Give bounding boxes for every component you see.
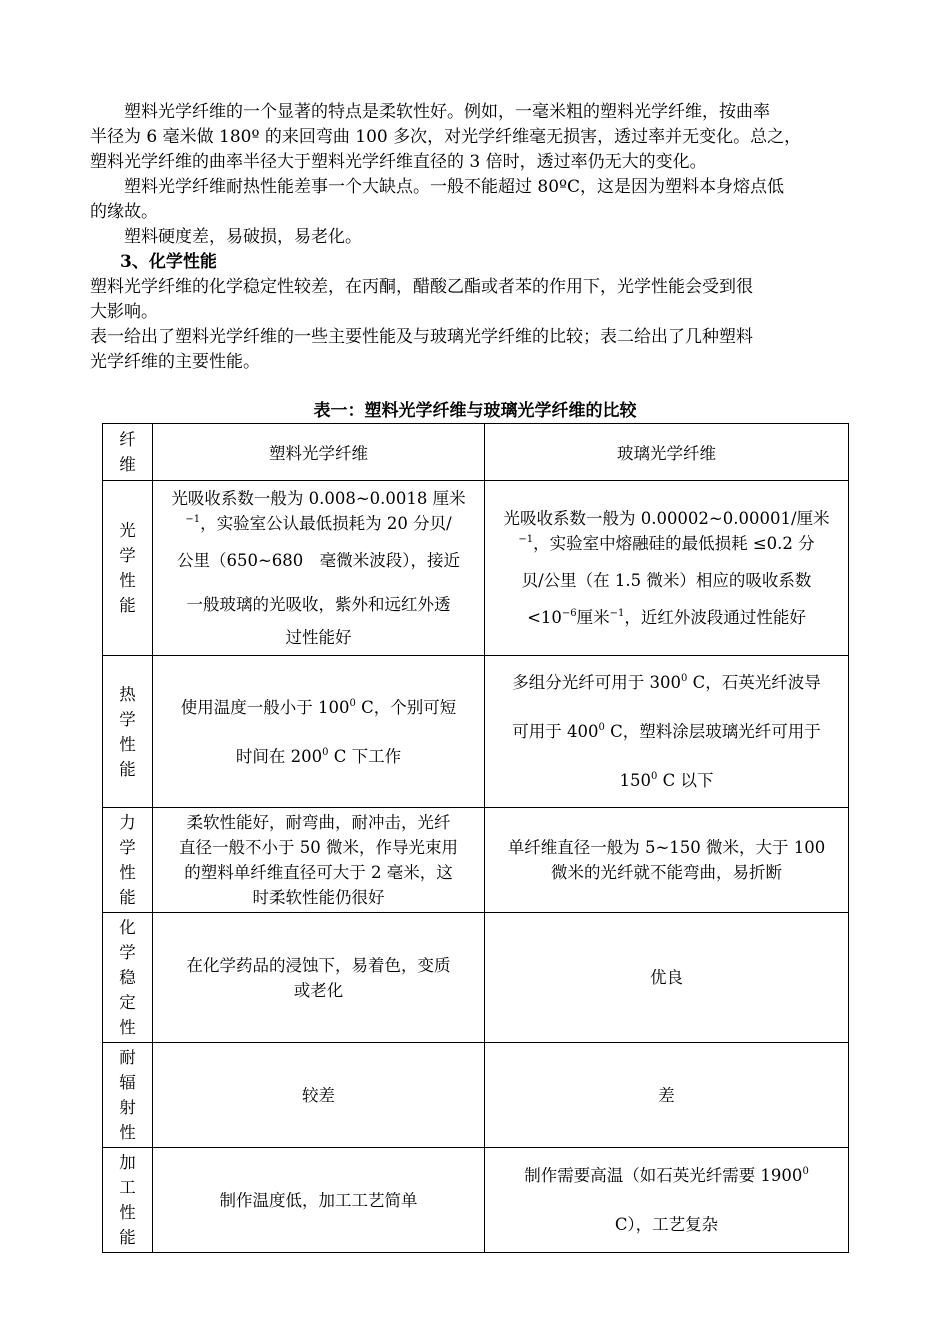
- text-line: 塑料硬度差，易破损，易老化。: [90, 227, 362, 247]
- row-label-mechanical: 力学性能: [103, 808, 153, 913]
- row-label-optical: 光学性能: [103, 481, 153, 656]
- comparison-table: [102, 423, 849, 1253]
- paragraph-chemical: [90, 275, 865, 325]
- cell-radiation-glass: 差: [485, 1043, 849, 1148]
- cell-optical-glass: 光吸收系数一般为 0.00002~0.00001/厘米 $^{-1}$，实验室中熔融硅的最低损耗 ≤0.2 分 贝/公里（在 1.5 微米）相应的吸收系数 $<10^{-6}$厘米$^{-1}$，近红外波段通过性能好: [485, 481, 849, 656]
- paragraph-heat-resistance: [90, 175, 865, 225]
- cell-processing-glass: 制作需要高温（如石英光纤需要 1900$^0$ C），工艺复杂: [485, 1148, 849, 1253]
- table-header-row: [103, 424, 849, 481]
- cell-mechanical-glass: 单纤维直径一般为 5~150 微米，大于 100 微米的光纤就不能弯曲，易折断: [485, 808, 849, 913]
- text-line: 光学纤维的主要性能。: [90, 352, 260, 372]
- cell-chemical-plastic: 在化学药品的浸蚀下，易着色，变质 或老化: [153, 913, 485, 1043]
- header-cell-fiber: 纤维: [103, 424, 153, 481]
- text-line: 半径为 6 毫米做 180º 的来回弯曲 100 多次，对光学纤维毫无损害，透过率并无变化。总之，: [90, 127, 802, 147]
- table-row-radiation: [103, 1043, 849, 1148]
- cell-optical-plastic: 光吸收系数一般为 0.008~0.0018 厘米 $^{-1}$，实验室公认最低损耗为 20 分贝/ 公里（650~680 毫微米波段），接近 一般玻璃的光吸收，紫外和远红外透 过性能好: [153, 481, 485, 656]
- cell-chemical-glass: 优良: [485, 913, 849, 1043]
- table-row-processing: [103, 1148, 849, 1253]
- paragraph-flexibility: [90, 100, 865, 175]
- table-row-mechanical: [103, 808, 849, 913]
- table-row-thermal: [103, 656, 849, 808]
- row-label-chemical: 化学稳定性: [103, 913, 153, 1043]
- header-cell-plastic: 塑料光学纤维: [153, 424, 485, 481]
- paragraph-table-intro: [90, 325, 865, 375]
- text-line: 大影响。: [90, 302, 158, 322]
- row-label-radiation: 耐辐射性: [103, 1043, 153, 1148]
- text-line: 表一给出了塑料光学纤维的一些主要性能及与玻璃光学纤维的比较；表二给出了几种塑料: [90, 327, 753, 347]
- cell-radiation-plastic: 较差: [153, 1043, 485, 1148]
- header-cell-glass: 玻璃光学纤维: [485, 424, 849, 481]
- table-caption: 表一：塑料光学纤维与玻璃光学纤维的比较: [313, 401, 637, 421]
- table-row-optical: [103, 481, 849, 656]
- text-line: 塑料光学纤维的一个显著的特点是柔软性好。例如，一毫米粗的塑料光学纤维，按曲率: [90, 102, 770, 122]
- text-line: 塑料光学纤维的化学稳定性较差，在丙酮，醋酸乙酯或者苯的作用下，光学性能会受到很: [90, 277, 753, 297]
- row-label-thermal: 热学性能: [103, 656, 153, 808]
- cell-processing-plastic: 制作温度低，加工工艺简单: [153, 1148, 485, 1253]
- cell-mechanical-plastic: 柔软性能好，耐弯曲，耐冲击，光纤 直径一般不小于 50 微米，作导光束用 的塑料单纤维直径可大于 2 毫米，这 时柔软性能仍很好: [153, 808, 485, 913]
- cell-thermal-plastic: 使用温度一般小于 $100^0$ C，个别可短 时间在 $200^0$ C 下工作: [153, 656, 485, 808]
- paragraph-hardness: [90, 225, 865, 250]
- text-line: 的缘故。: [90, 202, 158, 222]
- cell-thermal-glass: 多组分光纤可用于 $300^0$ C，石英光纤波导 可用于 $400^0$ C，塑料涂层玻璃光纤可用于 $150^0$ C 以下: [485, 656, 849, 808]
- section-heading: 3、化学性能: [120, 252, 217, 272]
- row-label-processing: 加工性能: [103, 1148, 153, 1253]
- text-line: 塑料光学纤维耐热性能差事一个大缺点。一般不能超过 80ºC，这是因为塑料本身熔点低: [90, 177, 785, 197]
- table-row-chemical: [103, 913, 849, 1043]
- text-line: 塑料光学纤维的曲率半径大于塑料光学纤维直径的 3 倍时，透过率仍无大的变化。: [90, 152, 707, 172]
